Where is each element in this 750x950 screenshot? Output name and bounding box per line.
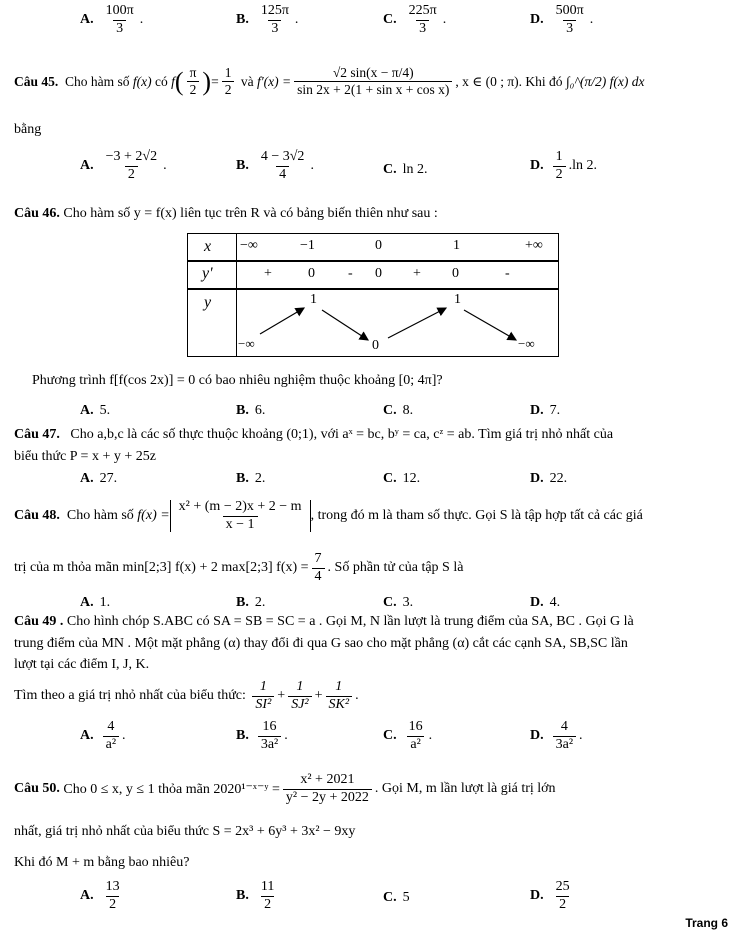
q45-label: Câu 45. [14,73,59,89]
q45-options [0,150,750,194]
q47-stem [14,427,613,443]
variation-table [187,233,559,357]
q49-line1 [14,614,634,630]
q47-option-d: D. 22. [530,471,568,486]
q47-option-b: B. 2. [236,471,266,486]
q49-text1: Cho hình chóp S.ABC có SA = SB = SC = a . Gọi M, N lần lượt là trung điểm của SA, BC . Gọi G là [66,614,634,629]
q49-term-sj: $\frac{1}{\text{SJ²}}$ [288,680,311,712]
table-yp-val: - [505,266,510,281]
table-y-bottom: −∞ [238,336,255,351]
q46-text: Cho hàm số y = f(x) liên tục trên R và có bảng biến thiên như sau : [63,206,438,221]
q49-options [0,720,750,764]
q45-text4: . Khi đó [518,73,563,89]
q48-option-a: A. 1. [80,595,111,610]
table-yp-val: 0 [375,266,382,281]
q48-stem [14,500,643,532]
q50-line2: nhất, giá trị nhỏ nhất của biểu thức S = 2x³ + 6y³ + 3x² − 9xy [14,824,356,839]
q48-option-b: B. 2. [236,595,266,610]
q47-option-a: A. 27. [80,471,118,486]
q47-options [0,471,750,499]
table-yp-val: 0 [452,266,459,281]
q45-fx: f(x) [132,73,152,89]
q49-text4: Tìm theo a giá trị nhỏ nhất của biểu thức: [14,688,246,704]
q49-line2: trung điểm của MN . Một mặt phẳng (α) thay đổi đi qua G sao cho mặt phẳng (α) cắt các cạnh SA, SB,SC lần [14,636,628,651]
table-yp-label: y' [202,265,213,282]
table-x-label: x [204,238,212,255]
q49-option-c: C. $\frac{16}{\text{a²}}$ . [383,719,433,752]
q46-option-c: C. 8. [383,403,414,418]
q45-text3: và [240,73,254,89]
q49-line3: lượt tại các điểm I, J, K. [14,657,150,672]
q45-deriv-lhs: f′(x) = [256,73,292,89]
table-arrows [188,290,558,356]
q44-option-a: A. $\frac{100\pi}{3}$ . [80,3,144,36]
table-yp-val: - [348,266,353,281]
q45-domain: , x ∈ (0 ; π) [455,73,519,89]
q46-question: Phương trình f[f(cos 2x)] = 0 có bao nhiêu nghiệm thuộc khoảng [0; 4π]? [32,373,443,388]
q50-line3: Khi đó M + m bằng bao nhiêu? [14,855,190,870]
q49-line4: Tìm theo a giá trị nhỏ nhất của biểu thức: $\frac{1}{\text{SI²}}$ + $\frac{1}{\text{SJ²}}$ + $\frac{1}{\text{SK²}}$ . [14,679,359,712]
q48-abs: $\frac{\text{x² + (m − 2)x + 2 − m}}{x - 1}$ [170,500,311,532]
q49-term-sk: $\frac{1}{\text{SK²}}$ [326,680,353,712]
q50-option-b: B. $\frac{11}{2}$ [236,879,275,912]
q44-option-d: D. $\frac{500\pi}{3}$ . [530,3,594,36]
q49-term-si: $\frac{1}{\text{SI²}}$ [252,680,274,712]
table-x-val: 1 [453,238,460,253]
q50-option-d: D. $\frac{25}{2}$ [530,879,570,912]
q46-option-b: B. 6. [236,403,266,418]
q45-option-b: B. $\frac{4 - 3√2}{4}$ . [236,149,314,182]
q45-integral: ∫₀^(π/2) f(x) dx [565,73,645,89]
arrow-down-2 [464,310,516,340]
q45-text1: Cho hàm số [65,73,130,89]
q46-option-d: D. 7. [530,403,561,418]
q49-option-d: D. $\frac{4}{\text{3a²}}$ . [530,719,583,752]
q48-label: Câu 48. [14,508,60,524]
q47-text: Cho a,b,c là các số thực thuộc khoảng (0;1), với aˣ = bc, bʸ = ca, cᶻ = ab. Tìm giá trị nhỏ nhất của [70,427,614,442]
table-yp-val: + [413,266,421,281]
q48-text2: , trong đó m là tham số thực. Gọi S là tập hợp tất cả các giá [310,508,643,524]
q45-text5: bằng [14,122,42,137]
table-y-top: 1 [310,292,317,307]
q50-label: Câu 50. [14,781,60,797]
arrow-up-1 [260,308,304,334]
table-yp-val: 0 [308,266,315,281]
table-x-val: −1 [300,238,315,253]
q44-option-b: B. $\frac{125\pi}{3}$ . [236,3,299,36]
q45-cond-f: f [171,73,175,89]
q46-label: Câu 46. [14,206,60,221]
q49-option-a: A. $\frac{4}{\text{a²}}$ . [80,719,126,752]
q47-label: Câu 47. [14,427,60,442]
q50-options [0,880,750,920]
q45-text2: có [155,73,168,89]
q45-option-d: D. $\frac{1}{2}$ .ln 2. [530,149,598,182]
table-x-val: −∞ [240,238,258,253]
q48-text4: . Số phần tử của tập S là [327,560,464,576]
q45-option-c: C. ln 2. [383,162,428,177]
q50-text1: Cho 0 ≤ x, y ≤ 1 thỏa mãn 2020¹⁻ˣ⁻ʸ = [63,781,280,797]
q50-text2: . Gọi M, m lần lượt là giá trị lớn [374,781,556,797]
q49-option-b: B. $\frac{16}{\text{3a²}}$ . [236,719,288,752]
q48-option-d: D. 4. [530,595,561,610]
arrow-down-1 [322,310,368,340]
table-x-val: 0 [375,238,382,253]
q48-fx: f(x) = [137,508,170,524]
q45-stem: Câu 45. Cho hàm số f(x) có f ( $\frac{\pi}{2}$ ) = $\frac{1}{2}$ và f′(x) = $\frac{√2 \sin(x - \pi/4)}{\text{sin 2x + 2(1 + sin x + cos x)}}$ , x ∈ (0 ; π) . Khi đó ∫₀^(π/2) f(x) dx [14,65,645,98]
table-y-label: y [204,294,212,311]
q46-stem [14,206,438,222]
table-y-bottom: 0 [372,338,379,353]
q46-option-a: A. 5. [80,403,111,418]
q50-option-c: C. 5 [383,890,410,905]
q48-text3: trị của m thỏa mãn min[2;3] f(x) + 2 max[2;3] f(x) = [14,560,309,576]
q48-option-c: C. 3. [383,595,414,610]
q44-options [0,4,750,44]
page-number: Trang 6 [685,916,728,930]
q50-stem: Câu 50. Cho 0 ≤ x, y ≤ 1 thỏa mãn 2020¹⁻ˣ⁻ʸ = $\frac{\text{x² + 2021}}{\text{y² − 2y + 2022}}$ . Gọi M, m lần lượt là giá trị lớn [14,772,556,805]
table-yp-val: + [264,266,272,281]
arrow-up-2 [388,308,446,338]
q50-option-a: A. $\frac{13}{2}$ [80,879,120,912]
q44-option-c: C. $\frac{225\pi}{3}$ . [383,3,447,36]
q45-deriv-fraction: $\frac{√2 \sin(x - \pi/4)}{\text{sin 2x + 2(1 + sin x + cos x)}}$ [294,66,452,97]
table-y-bottom: −∞ [518,336,535,351]
q48-text1: Cho hàm số [66,508,134,524]
table-x-val: +∞ [525,238,543,253]
table-y-top: 1 [454,292,461,307]
q45-option-a: A. $\frac{-3 + 2√2}{2}$ . [80,149,167,182]
q49-label: Câu 49 . [14,614,64,629]
q48-line2: trị của m thỏa mãn min[2;3] f(x) + 2 max[2;3] f(x) = $\frac{7}{4}$ . Số phần tử của tập S là [14,551,464,584]
q47-option-c: C. 12. [383,471,421,486]
q47-text2: biểu thức P = x + y + 25z [14,449,156,464]
